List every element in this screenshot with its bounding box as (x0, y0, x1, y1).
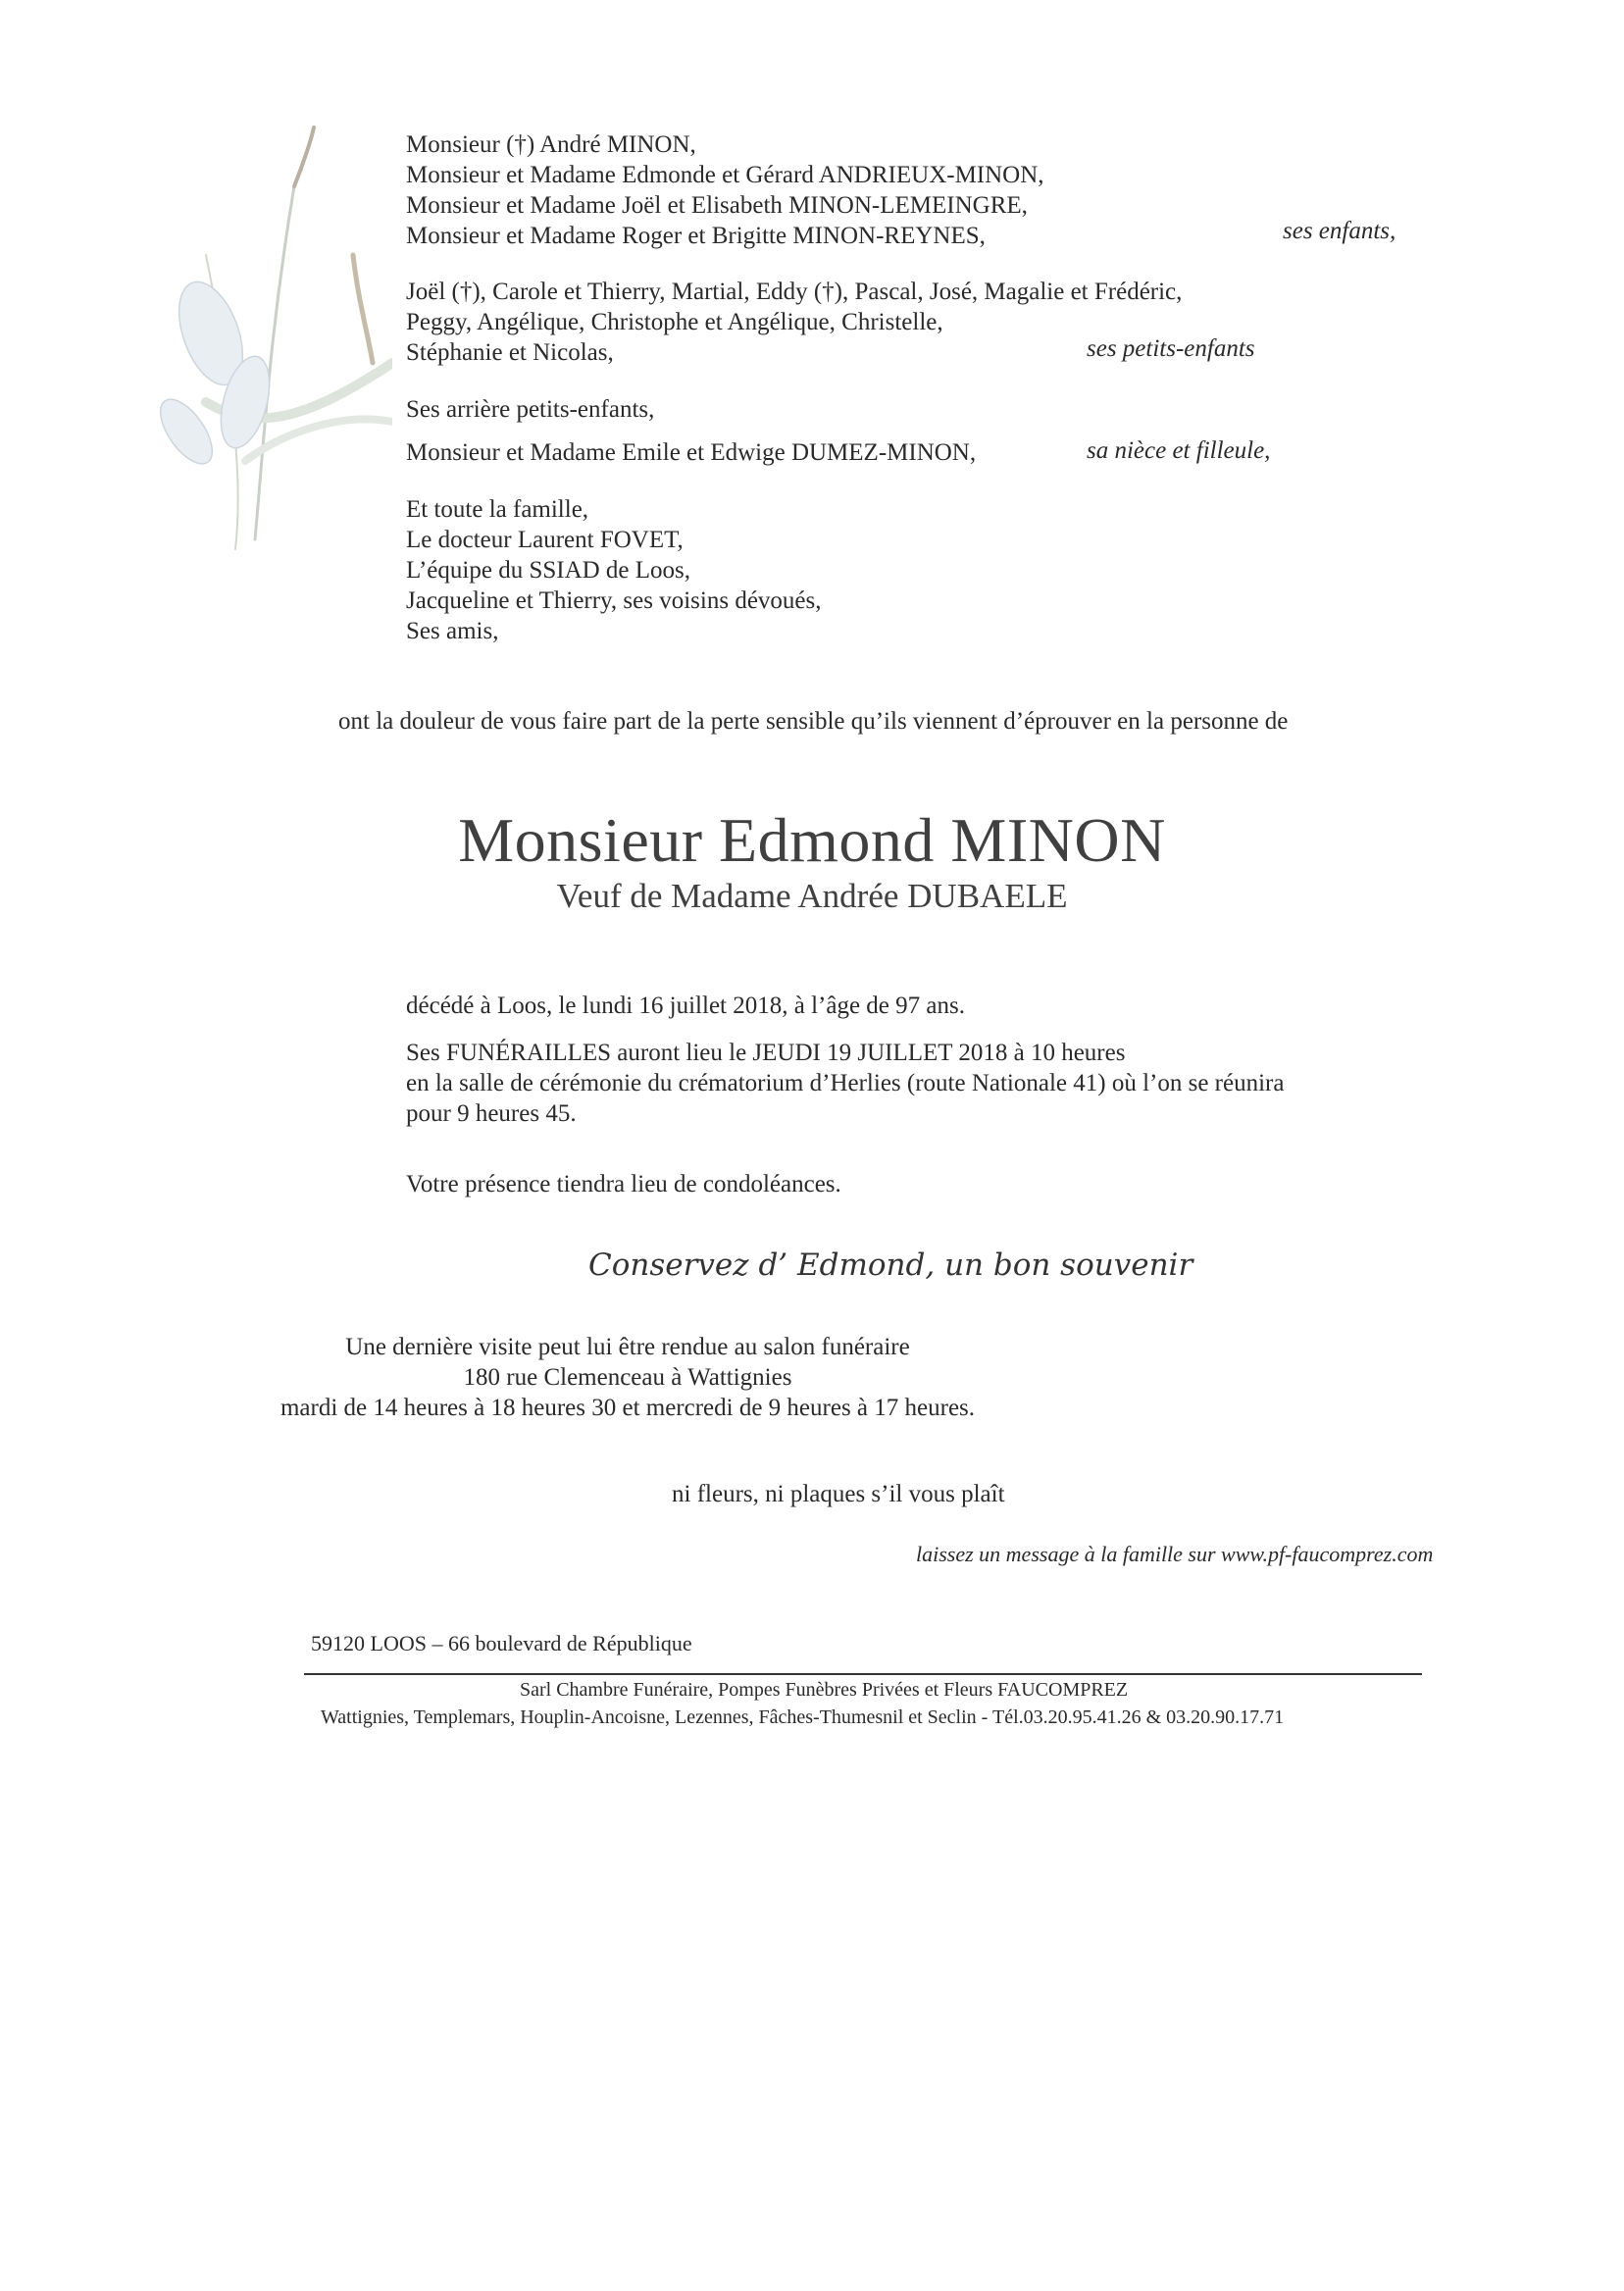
children-list (406, 129, 1044, 251)
child-line: Monsieur (†) André MINON, (406, 131, 696, 158)
no-flowers-note: ni fleurs, ni plaques s’il vous plaît (672, 1481, 1005, 1507)
other-line: Ses amis, (406, 618, 499, 644)
memory-phrase: Conservez d’ Edmond, un bon souvenir (588, 1247, 1193, 1283)
footer-company: Sarl Chambre Funéraire, Pompes Funèbres Privées et Fleurs FAUCOMPREZ (520, 1679, 1129, 1701)
niece-relation: sa nièce et filleule, (1087, 437, 1271, 464)
deceased-name: Monsieur Edmond MINON (458, 805, 1166, 875)
condolences-note: Votre présence tiendra lieu de condoléances. (406, 1171, 841, 1197)
widow-of: Veuf de Madame Andrée DUBAELE (556, 877, 1068, 915)
child-line: Monsieur et Madame Edmonde et Gérard ANDRIEUX-MINON, (406, 162, 1044, 188)
grandchildren-list (406, 277, 1182, 368)
death-details: décédé à Loos, le lundi 16 juillet 2018, à l’âge de 97 ans. (406, 993, 965, 1019)
grandchild-line: Peggy, Angélique, Christophe et Angélique, Christelle, (406, 309, 943, 335)
footer-locations: Wattignies, Templemars, Houplin-Ancoisne, Lezennes, Fâches-Thumesnil et Seclin - Tél.03.20.95.41.26 & 03.20.90.17.71 (321, 1706, 1285, 1728)
visit-info: Une dernière visite peut lui être rendue au salon funéraire 180 rue Clemenceau à Wattignies mardi de 14 heures à 18 heures 30 et mercredi de 9 heures à 17 heures. (279, 1334, 976, 1421)
other-line: Le docteur Laurent FOVET, (406, 527, 684, 553)
footer-divider (304, 1673, 1422, 1675)
grandchild-line: Joël (†), Carole et Thierry, Martial, Eddy (†), Pascal, José, Magalie et Frédéric, (406, 279, 1183, 305)
address: 59120 LOOS – 66 boulevard de République (311, 1631, 692, 1655)
other-line: Et toute la famille, (406, 496, 589, 523)
funeral-details: Ses FUNÉRAILLES auront lieu le JEUDI 19 JUILLET 2018 à 10 heures en la salle de cérémonie du crématorium d’Herlies (route Nationale 41) où l’on se réunira pour 9 heures 45. (406, 1040, 1285, 1127)
other-line: L’équipe du SSIAD de Loos, (406, 557, 691, 584)
children-relation: ses enfants, (1283, 218, 1396, 244)
niece-line: Monsieur et Madame Emile et Edwige DUMEZ-MINON, (406, 439, 977, 466)
others-list (406, 494, 822, 646)
intro-sentence: ont la douleur de vous faire part de la perte sensible qu’ils viennent d’éprouver en la personne de (338, 708, 1289, 735)
lily-illustration (147, 108, 392, 559)
child-line: Monsieur et Madame Roger et Brigitte MINON-REYNES, (406, 223, 986, 249)
message-link-text: laissez un message à la famille sur www.pf-faucomprez.com (916, 1542, 1434, 1566)
great-grandchildren: Ses arrière petits-enfants, (406, 396, 655, 423)
grandchildren-relation: ses petits-enfants (1087, 335, 1255, 362)
child-line: Monsieur et Madame Joël et Elisabeth MINON-LEMEINGRE, (406, 192, 1028, 219)
other-line: Jacqueline et Thierry, ses voisins dévoués, (406, 587, 822, 614)
grandchild-line: Stéphanie et Nicolas, (406, 339, 614, 366)
